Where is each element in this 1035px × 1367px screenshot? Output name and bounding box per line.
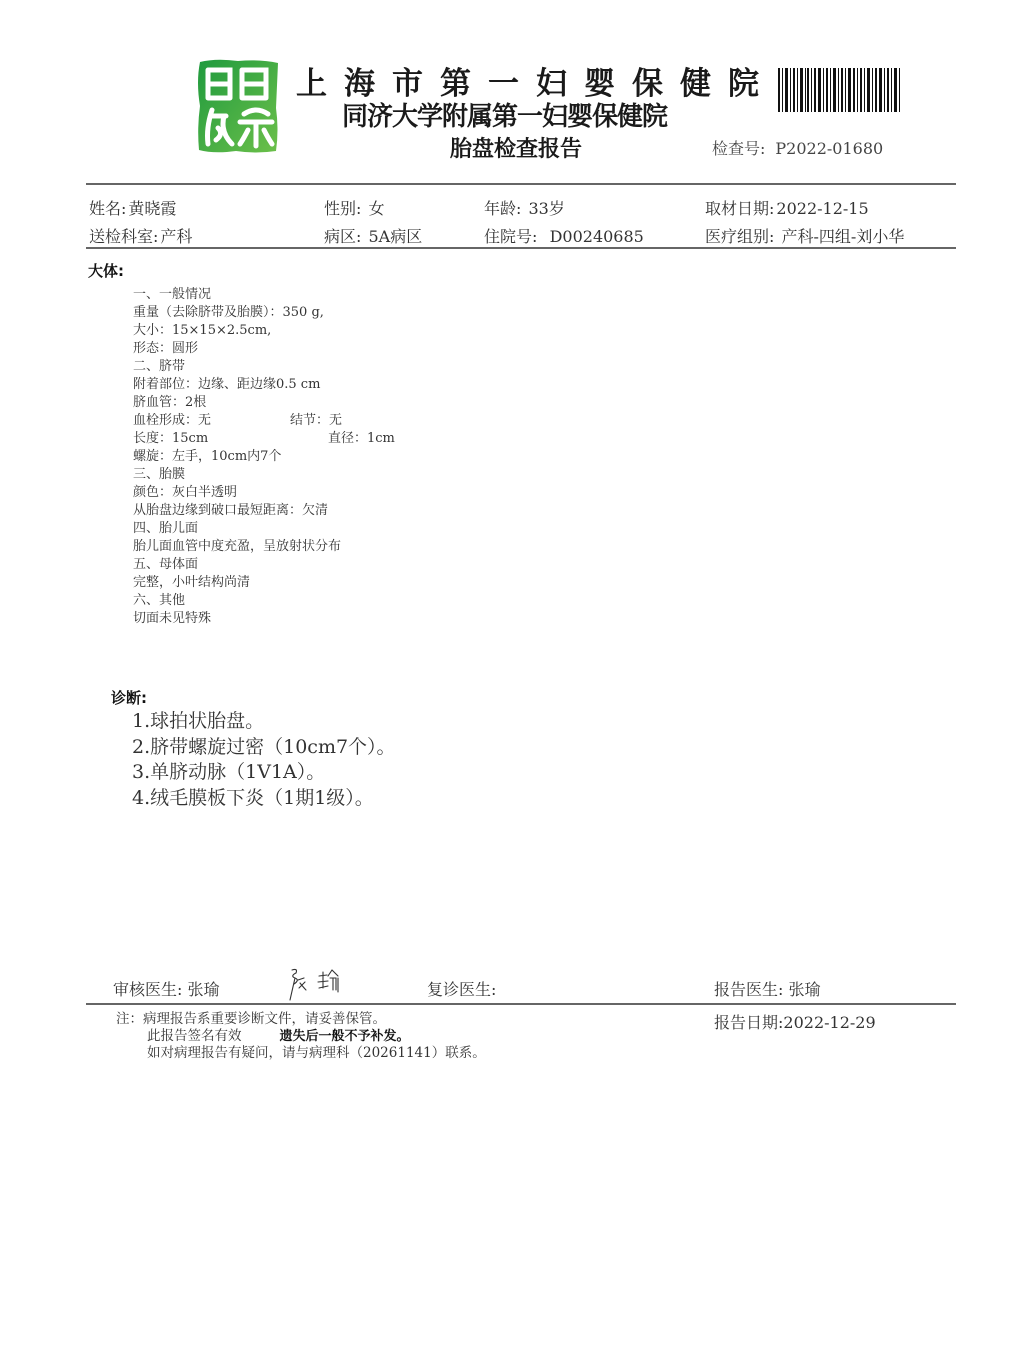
- gross-line: 重量（去除脐带及胎膜）：350 g,: [133, 305, 324, 320]
- hospital-affiliation: 同济大学附属第一妇婴保健院: [342, 102, 668, 132]
- reporting-doctor-label: 报告医生:: [714, 980, 784, 999]
- followup-doctor: [427, 977, 496, 1000]
- divider-signature: [86, 1003, 956, 1005]
- gross-line: 颜色：灰白半透明: [133, 485, 238, 500]
- note-line-2: [147, 1028, 410, 1045]
- exam-number-label: 检查号:: [712, 139, 766, 158]
- divider-info: [86, 247, 956, 249]
- gross-line: 形态：圆形: [133, 341, 199, 356]
- ward: [324, 224, 422, 247]
- gross-line: 切面未见特殊: [133, 611, 212, 626]
- diagnosis-section-label: 诊断:: [111, 689, 147, 707]
- inpatient-number-label: 住院号:: [484, 227, 538, 246]
- knot: 结节：无: [290, 413, 343, 428]
- ward-label: 病区:: [324, 227, 362, 246]
- gross-description: [133, 286, 395, 628]
- report-date-value: 2022-12-29: [783, 1013, 876, 1032]
- gross-line: 附着部位：边缘、距边缘0.5 cm: [133, 377, 321, 392]
- gross-line: 螺旋：左手，10cm内7个: [133, 449, 282, 464]
- ward-value: 5A病区: [368, 227, 423, 246]
- hospital-logo-icon: [196, 58, 280, 154]
- gross-line: 三、胎膜: [133, 467, 186, 482]
- patient-name-label: 姓名:: [89, 199, 127, 218]
- diagnosis-item: 3.单脐动脉（1V1A）。: [132, 761, 326, 783]
- inpatient-number: [484, 224, 644, 247]
- gross-line: [133, 412, 395, 430]
- patient-sex-label: 性别:: [324, 199, 362, 218]
- sampling-date-label: 取材日期:: [705, 199, 775, 218]
- inpatient-number-value: D00240685: [549, 227, 644, 246]
- patient-sex: [324, 196, 385, 219]
- diagnosis-item: 1.球拍状胎盘。: [132, 710, 265, 732]
- patient-age: [484, 196, 565, 219]
- gross-line: 完整，小叶结构尚清: [133, 575, 251, 590]
- report-date-label: 报告日期:: [714, 1013, 784, 1032]
- barcode-icon: [776, 68, 902, 112]
- report-title: 胎盘检查报告: [450, 137, 583, 162]
- patient-name: [89, 196, 176, 219]
- exam-number-value: P2022-01680: [775, 139, 884, 158]
- medical-group-value: 产科-四组-刘小华: [781, 227, 905, 246]
- note-line-3: 如对病理报告有疑问，请与病理科（20261141）联系。: [147, 1045, 486, 1061]
- sampling-date-value: 2022-12-15: [776, 199, 869, 218]
- exam-number: [712, 136, 883, 159]
- handwritten-signature-icon: [286, 966, 346, 1002]
- cord-length: 长度：15cm: [133, 431, 209, 446]
- sampling-date: [705, 196, 869, 219]
- diagnosis-item: 4.绒毛膜板下炎（1期1级）。: [132, 786, 374, 809]
- hospital-name: 上海市第一妇婴保健院: [296, 66, 776, 102]
- reviewer: [113, 977, 220, 1000]
- gross-line: [133, 430, 395, 448]
- reviewer-label: 审核医生:: [113, 980, 183, 999]
- gross-line: 六、其他: [133, 593, 186, 608]
- reviewer-value: 张瑜: [187, 980, 220, 999]
- gross-line: 一、一般情况: [133, 287, 212, 302]
- report-date: [714, 1010, 876, 1033]
- note-line-1: 注：病理报告系重要诊断文件，请妥善保管。: [116, 1011, 386, 1027]
- medical-group: [705, 224, 904, 247]
- gross-line: 二、脐带: [133, 359, 186, 374]
- gross-line: 四、胎儿面: [133, 521, 199, 536]
- patient-sex-value: 女: [368, 199, 385, 218]
- gross-line: 五、母体面: [133, 557, 199, 572]
- department: [89, 224, 192, 247]
- cord-diameter: 直径：1cm: [328, 431, 395, 446]
- patient-age-label: 年龄:: [484, 199, 522, 218]
- gross-line: 大小：15×15×2.5cm,: [133, 323, 272, 338]
- divider-top: [86, 183, 956, 185]
- department-label: 送检科室:: [89, 227, 159, 246]
- diagnosis-list: [132, 709, 396, 811]
- medical-group-label: 医疗组别:: [705, 227, 775, 246]
- followup-doctor-label: 复诊医生:: [427, 980, 497, 999]
- diagnosis-item: 2.脐带螺旋过密（10cm7个）。: [132, 735, 396, 758]
- gross-line: 脐血管：2根: [133, 395, 207, 410]
- reporting-doctor-value: 张瑜: [788, 980, 821, 999]
- gross-line: 从胎盘边缘到破口最短距离：欠清: [133, 503, 329, 518]
- gross-section-label: 大体:: [88, 262, 124, 280]
- patient-name-value: 黄晓霞: [128, 199, 177, 218]
- note-no-reissue: 遗失后一般不予补发。: [279, 1029, 410, 1044]
- thrombus: 血栓形成：无: [133, 413, 212, 428]
- gross-line: 胎儿面血管中度充盈，呈放射状分布: [133, 539, 342, 554]
- reporting-doctor: [714, 977, 821, 1000]
- patient-age-value: 33岁: [528, 199, 565, 218]
- department-value: 产科: [160, 227, 193, 246]
- note-signature-valid: 此报告签名有效: [147, 1028, 242, 1044]
